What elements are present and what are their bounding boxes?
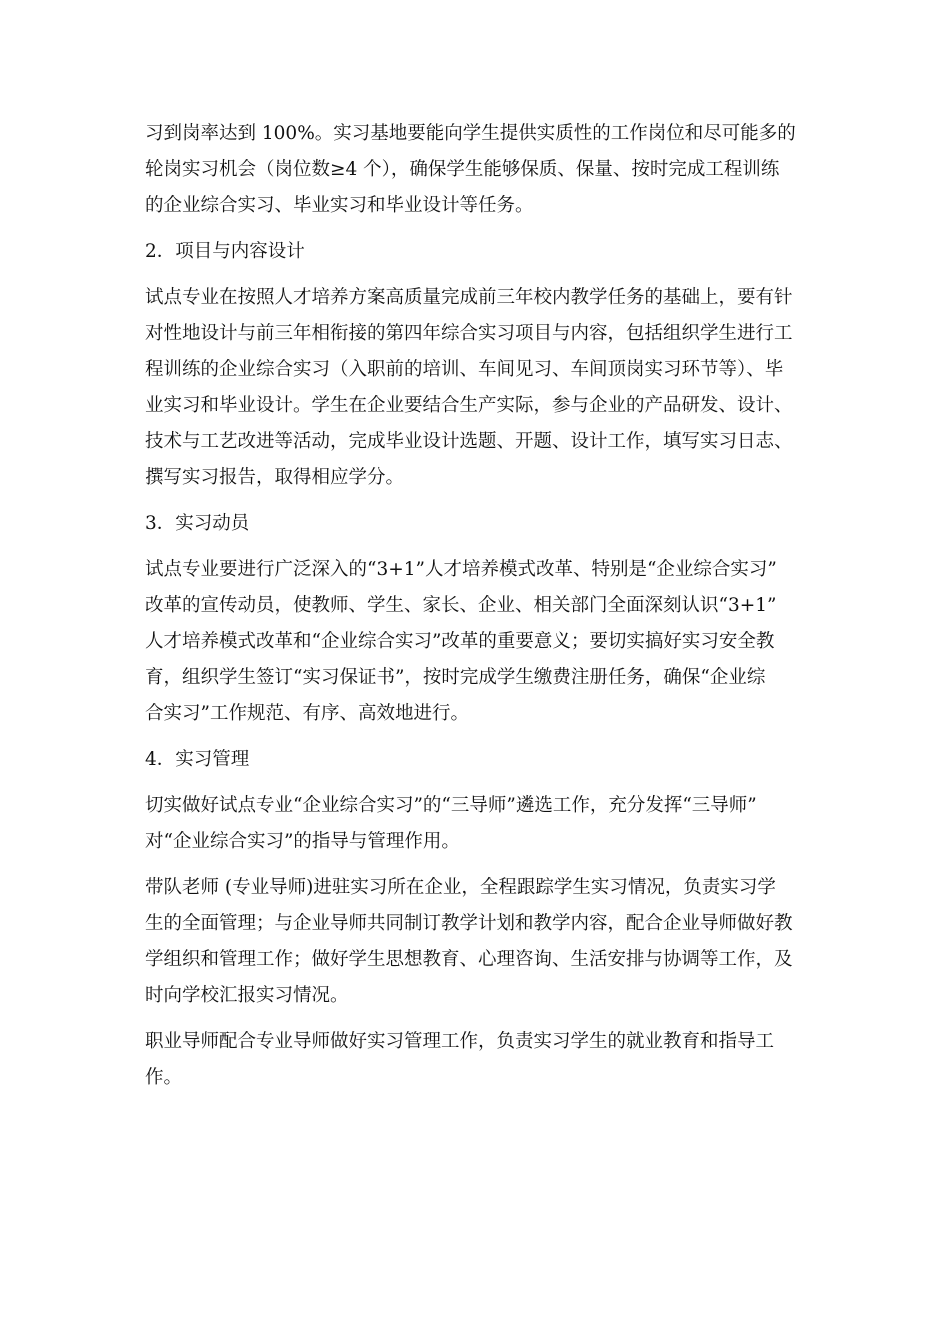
heading-text: 4．实习管理 bbox=[145, 749, 250, 770]
text-line: 育，组织学生签订“实习保证书”，按时完成学生缴费注册任务，确保“企业综 bbox=[145, 667, 766, 688]
paragraph-mobilization bbox=[145, 552, 815, 732]
text-line: 生的全面管理；与企业导师共同制订教学计划和教学内容，配合企业导师做好教 bbox=[145, 913, 793, 934]
text-line: 程训练的企业综合实习（入职前的培训、车间见习、车间顶岗实习环节等）、毕 bbox=[145, 359, 784, 380]
paragraph-internship-base bbox=[145, 116, 815, 224]
paragraph-gap bbox=[145, 860, 815, 870]
section-heading-management bbox=[145, 742, 815, 778]
text-line: 带队老师 (专业导师)进驻实习所在企业，全程跟踪学生实习情况，负责实习学 bbox=[145, 877, 776, 898]
text-line: 时向学校汇报实习情况。 bbox=[145, 985, 349, 1006]
text-line: 对“企业综合实习”的指导与管理作用。 bbox=[145, 831, 460, 852]
paragraph-lead-teacher bbox=[145, 870, 815, 1014]
text-line: 职业导师配合专业导师做好实习管理工作，负责实习学生的就业教育和指导工 bbox=[145, 1031, 775, 1052]
paragraph-gap bbox=[145, 732, 815, 742]
text-line: 习到岗率达到 100%。实习基地要能向学生提供实质性的工作岗位和尽可能多的 bbox=[145, 123, 796, 144]
paragraph-career-mentor bbox=[145, 1024, 815, 1096]
paragraph-three-mentors bbox=[145, 788, 815, 860]
text-line: 作。 bbox=[145, 1067, 183, 1088]
paragraph-project-design bbox=[145, 280, 815, 496]
paragraph-gap bbox=[145, 778, 815, 788]
paragraph-gap bbox=[145, 1014, 815, 1024]
text-line: 改革的宣传动员，使教师、学生、家长、企业、相关部门全面深刻认识“3+1” bbox=[145, 595, 777, 616]
paragraph-gap bbox=[145, 496, 815, 506]
text-line: 试点专业要进行广泛深入的“3+1”人才培养模式改革、特别是“企业综合实习” bbox=[145, 559, 777, 580]
text-line: 学组织和管理工作；做好学生思想教育、心理咨询、生活安排与协调等工作，及 bbox=[145, 949, 793, 970]
text-line: 撰写实习报告，取得相应学分。 bbox=[145, 467, 405, 488]
document-body bbox=[145, 116, 815, 1096]
text-line: 的企业综合实习、毕业实习和毕业设计等任务。 bbox=[145, 195, 534, 216]
text-line: 轮岗实习机会（岗位数≥4 个），确保学生能够保质、保量、按时完成工程训练 bbox=[145, 159, 780, 180]
paragraph-gap bbox=[145, 224, 815, 234]
text-line: 业实习和毕业设计。学生在企业要结合生产实际，参与企业的产品研发、设计、 bbox=[145, 395, 793, 416]
text-line: 技术与工艺改进等活动，完成毕业设计选题、开题、设计工作，填写实习日志、 bbox=[145, 431, 793, 452]
text-line: 对性地设计与前三年相衔接的第四年综合实习项目与内容，包括组织学生进行工 bbox=[145, 323, 793, 344]
heading-text: 3．实习动员 bbox=[145, 513, 250, 534]
paragraph-gap bbox=[145, 270, 815, 280]
heading-text: 2．项目与内容设计 bbox=[145, 241, 305, 262]
text-line: 合实习”工作规范、有序、高效地进行。 bbox=[145, 703, 469, 724]
section-heading-project-design bbox=[145, 234, 815, 270]
text-line: 切实做好试点专业“企业综合实习”的“三导师”遴选工作，充分发挥“三导师” bbox=[145, 795, 757, 816]
section-heading-mobilization bbox=[145, 506, 815, 542]
text-line: 试点专业在按照人才培养方案高质量完成前三年校内教学任务的基础上，要有针 bbox=[145, 287, 793, 308]
paragraph-gap bbox=[145, 542, 815, 552]
text-line: 人才培养模式改革和“企业综合实习”改革的重要意义；要切实搞好实习安全教 bbox=[145, 631, 775, 652]
